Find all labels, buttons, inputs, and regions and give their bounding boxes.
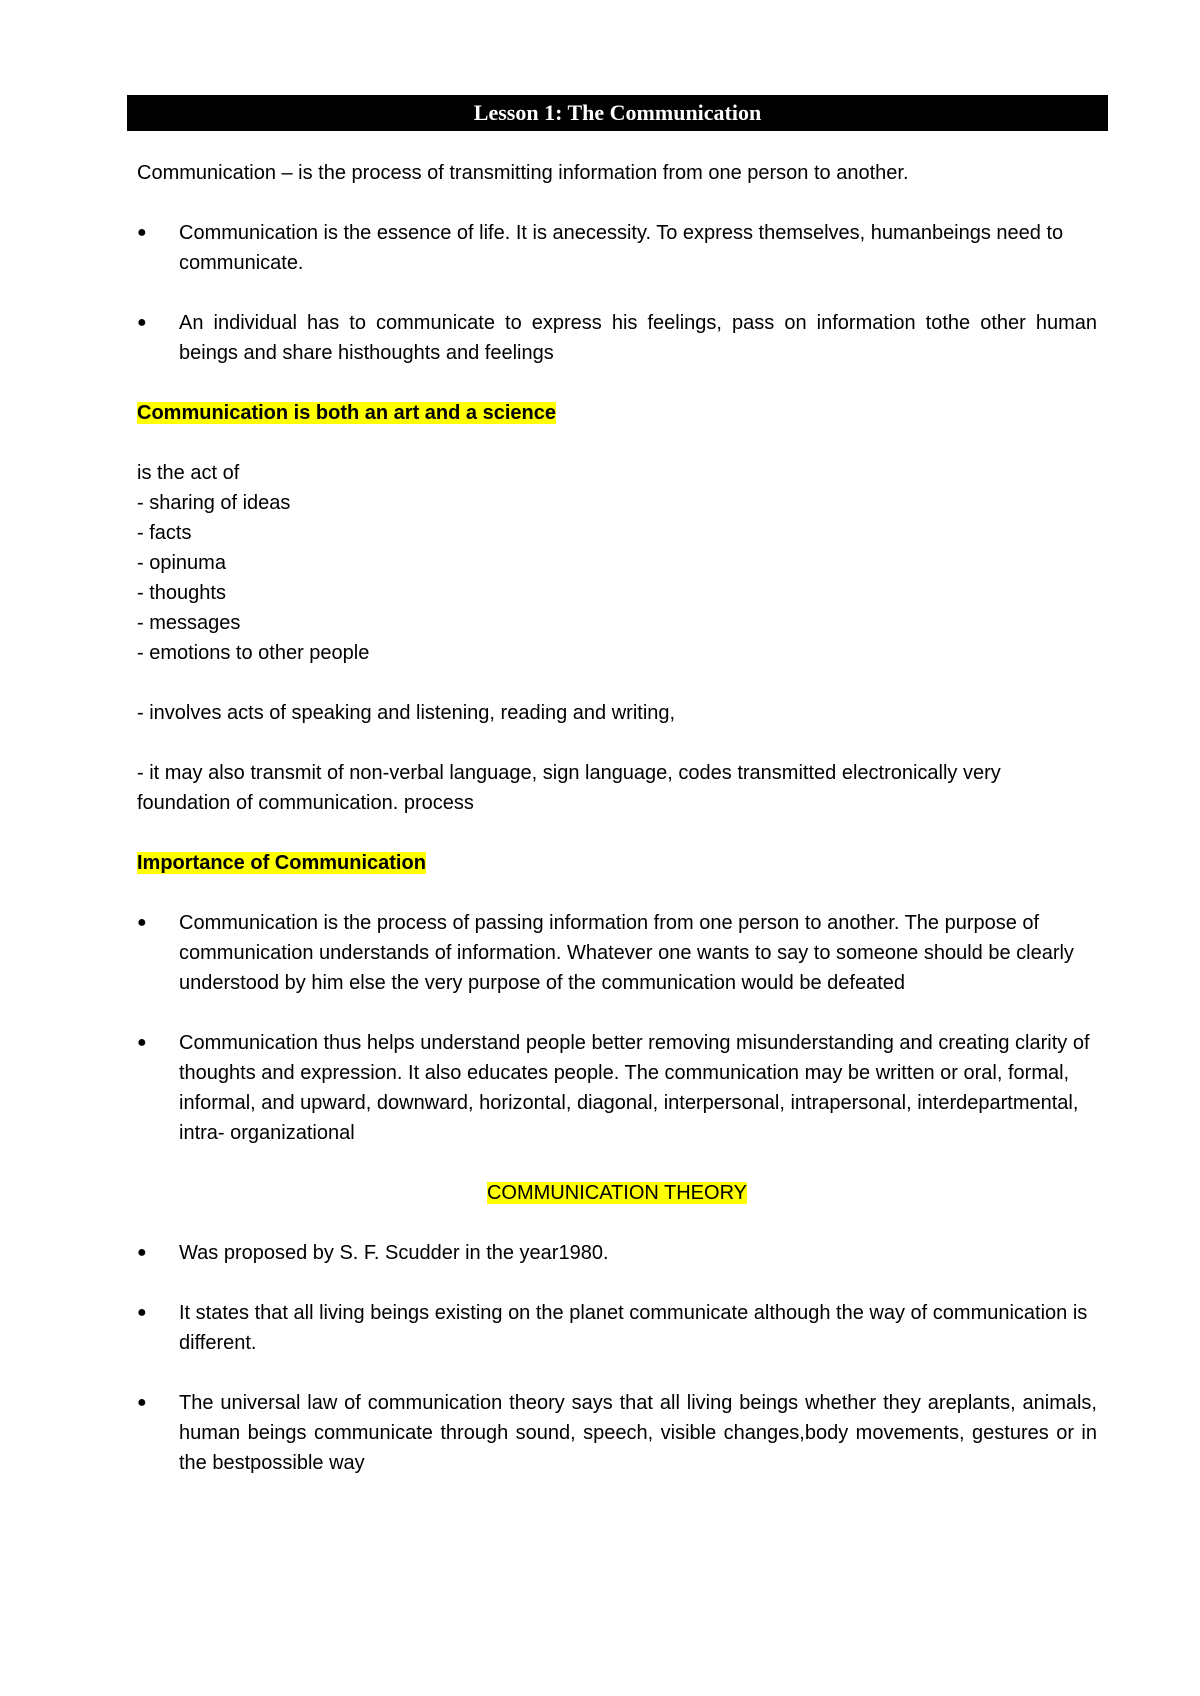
document-body <box>137 158 1097 1478</box>
act-of-lead: is the act of <box>137 462 240 484</box>
list-item <box>137 908 1097 998</box>
list-item <box>137 1028 1097 1148</box>
bullet-icon: ● <box>137 224 147 241</box>
bullet-icon: ● <box>137 914 147 931</box>
list-item <box>137 1388 1097 1478</box>
transmit-line: - it may also transmit of non-verbal language, sign language, codes transmitted electronically very foundation of communication. process <box>137 762 1001 814</box>
art-science-heading: Communication is both an art and a science <box>137 402 556 424</box>
bullet-icon: ● <box>137 1034 147 1051</box>
list-item: - messages <box>137 612 241 634</box>
bullet-text: Was proposed by S. F. Scudder in the year1980. <box>179 1242 609 1264</box>
bullet-text: Communication is the process of passing information from one person to another. The purpose of communication understands of information. Whatever one wants to say to someone should be clearly understood by him else the very purpose of the communication would be defeated <box>179 912 1074 994</box>
bullet-icon: ● <box>137 1394 147 1411</box>
list-item: - thoughts <box>137 582 226 604</box>
bullet-text: An individual has to communicate to express his feelings, pass on information tothe other human beings and share histhoughts and feelings <box>179 312 1097 364</box>
bullet-text: The universal law of communication theory says that all living beings whether they areplants, animals, human beings communicate through sound, speech, visible changes,body movements, gestures or in the bestpossible way <box>179 1392 1097 1474</box>
definition-paragraph: Communication – is the process of transmitting information from one person to another. <box>137 162 909 184</box>
list-item: - opinuma <box>137 552 226 574</box>
lesson-title: Lesson 1: The Communication <box>127 95 1108 131</box>
list-item <box>137 218 1097 278</box>
list-item <box>137 1298 1097 1358</box>
list-item: - sharing of ideas <box>137 492 291 514</box>
bullet-text: Communication is the essence of life. It is anecessity. To express themselves, humanbeings need to communicate. <box>179 222 1064 274</box>
bullet-text: Communication thus helps understand people better removing misunderstanding and creating clarity of thoughts and expression. It also educates people. The communication may be written or oral, formal, informal, and upward, downward, horizontal, diagonal, interpersonal, intrapersonal, interdepartmental, intra- organizational <box>179 1032 1090 1144</box>
importance-heading: Importance of Communication <box>137 852 426 874</box>
bullet-icon: ● <box>137 314 147 331</box>
bullet-text: It states that all living beings existing on the planet communicate although the way of communication is different. <box>179 1302 1088 1354</box>
list-item: - facts <box>137 522 192 544</box>
list-item <box>137 308 1097 368</box>
list-item <box>137 1238 1097 1268</box>
theory-heading: COMMUNICATION THEORY <box>486 1182 747 1204</box>
list-item: - emotions to other people <box>137 642 370 664</box>
bullet-icon: ● <box>137 1304 147 1321</box>
involves-line: - involves acts of speaking and listening, reading and writing, <box>137 702 676 724</box>
bullet-icon: ● <box>137 1244 147 1261</box>
